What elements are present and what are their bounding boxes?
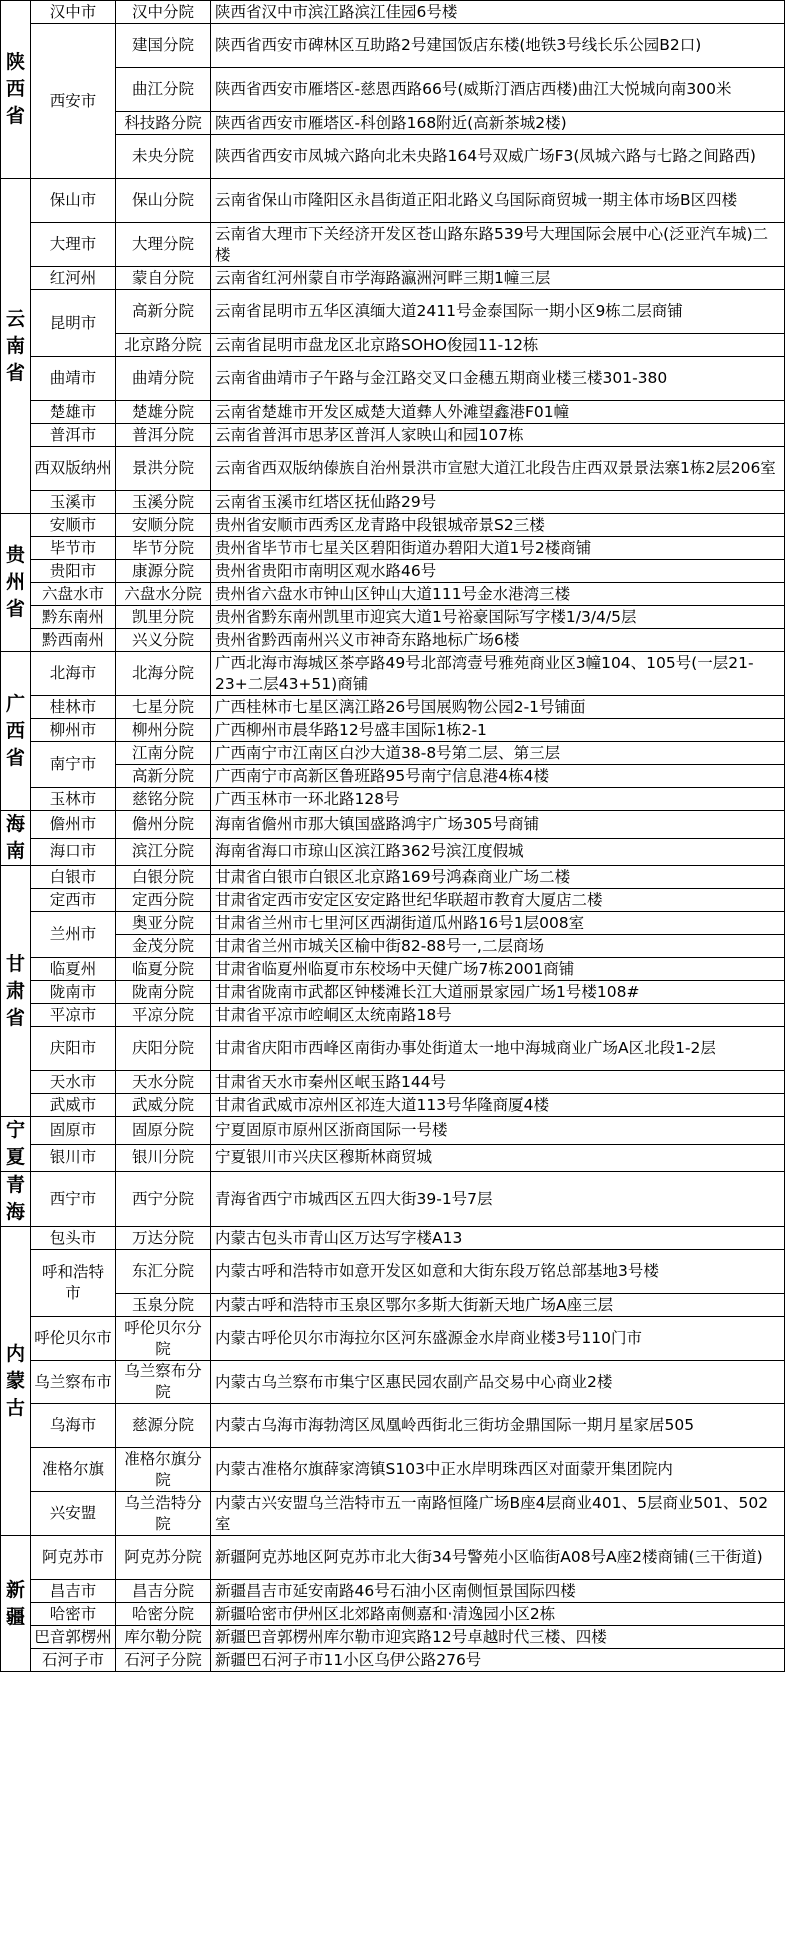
branch-name-cell: 武威分院	[116, 1094, 211, 1117]
province-char: 广	[5, 692, 25, 715]
table-row	[1, 1361, 785, 1404]
table-row	[1, 1250, 785, 1294]
city-cell: 巴音郭楞州	[31, 1626, 116, 1649]
address-cell: 云南省昆明市盘龙区北京路SOHO俊园11-12栋	[211, 334, 785, 357]
table-row	[1, 1448, 785, 1492]
province-char: 省	[5, 1006, 25, 1029]
table-row	[1, 267, 785, 290]
table-row	[1, 866, 785, 889]
city-cell: 桂林市	[31, 696, 116, 719]
branch-name-cell: 玉泉分院	[116, 1294, 211, 1317]
city-cell: 黔西南州	[31, 629, 116, 652]
table-row	[1, 788, 785, 811]
branch-name-cell: 六盘水分院	[116, 583, 211, 606]
address-cell: 甘肃省陇南市武都区钟楼滩长江大道丽景家园广场1号楼108#	[211, 981, 785, 1004]
table-row	[1, 1071, 785, 1094]
city-cell: 红河州	[31, 267, 116, 290]
address-cell: 广西北海市海城区茶亭路49号北部湾壹号雅苑商业区3幢104、105号(一层21-23+二层43+51)商铺	[211, 652, 785, 696]
address-cell: 内蒙古呼和浩特市如意开发区如意和大街东段万铭总部基地3号楼	[211, 1250, 785, 1294]
table-row	[1, 765, 785, 788]
table-row	[1, 1536, 785, 1580]
address-cell: 云南省大理市下关经济开发区苍山路东路539号大理国际会展中心(泛亚汽车城)二楼	[211, 223, 785, 267]
branch-name-cell: 曲江分院	[116, 68, 211, 112]
city-cell: 普洱市	[31, 424, 116, 447]
province-cell	[1, 1, 31, 179]
city-cell: 曲靖市	[31, 357, 116, 401]
table-row	[1, 742, 785, 765]
address-cell: 甘肃省定西市安定区安定路世纪华联超市教育大厦店二楼	[211, 889, 785, 912]
province-char: 西	[5, 78, 25, 100]
city-name-line: 市	[65, 1284, 81, 1302]
table-row	[1, 1144, 785, 1172]
city-cell: 银川市	[31, 1144, 116, 1172]
province-char: 海	[5, 813, 25, 835]
table-row	[1, 1117, 785, 1145]
address-cell: 内蒙古准格尔旗薛家湾镇S103中正水岸明珠西区对面蒙开集团院内	[211, 1448, 785, 1492]
table-row	[1, 491, 785, 514]
table-row	[1, 1004, 785, 1027]
address-cell: 广西柳州市晨华路12号盛丰国际1栋2-1	[211, 719, 785, 742]
table-row	[1, 981, 785, 1004]
province-char: 古	[5, 1396, 25, 1419]
branch-name-cell: 科技路分院	[116, 112, 211, 135]
table-row	[1, 1227, 785, 1250]
address-cell: 甘肃省兰州市七里河区西湖街道瓜州路16号1层008室	[211, 912, 785, 935]
branch-name-cell: 毕节分院	[116, 537, 211, 560]
province-char: 青	[5, 1174, 25, 1196]
city-cell: 准格尔旗	[31, 1448, 116, 1492]
address-cell: 云南省楚雄市开发区威楚大道彝人外滩望鑫港F01幢	[211, 401, 785, 424]
address-cell: 云南省玉溪市红塔区抚仙路29号	[211, 491, 785, 514]
province-char: 贵	[5, 544, 25, 566]
table-row	[1, 1172, 785, 1227]
city-cell: 白银市	[31, 866, 116, 889]
table-row	[1, 1027, 785, 1071]
table-row	[1, 401, 785, 424]
city-cell: 平凉市	[31, 1004, 116, 1027]
table-row	[1, 560, 785, 583]
address-cell: 内蒙古呼伦贝尔市海拉尔区河东盛源金水岸商业楼3号110门市	[211, 1317, 785, 1361]
city-cell: 北海市	[31, 652, 116, 696]
table-row	[1, 1492, 785, 1536]
city-cell	[31, 1250, 116, 1317]
address-cell: 贵州省贵阳市南明区观水路46号	[211, 560, 785, 583]
table-row	[1, 1603, 785, 1626]
table-row	[1, 1580, 785, 1603]
branch-name-cell: 景洪分院	[116, 447, 211, 491]
address-cell: 新疆巴音郭楞州库尔勒市迎宾路12号卓越时代三楼、四楼	[211, 1626, 785, 1649]
table-row	[1, 1294, 785, 1317]
branch-name-cell: 保山分院	[116, 179, 211, 223]
province-cell	[1, 811, 31, 866]
address-cell: 宁夏固原市原州区浙商国际一号楼	[211, 1117, 785, 1145]
city-cell: 乌海市	[31, 1404, 116, 1448]
table-row	[1, 514, 785, 537]
city-cell: 汉中市	[31, 1, 116, 24]
table-row	[1, 1, 785, 24]
address-cell: 内蒙古兴安盟乌兰浩特市五一南路恒隆广场B座4层商业401、5层商业501、502室	[211, 1492, 785, 1536]
province-char: 夏	[5, 1146, 25, 1168]
province-cell	[1, 866, 31, 1117]
city-cell: 石河子市	[31, 1649, 116, 1672]
table-row	[1, 811, 785, 839]
branch-name-cell: 临夏分院	[116, 958, 211, 981]
province-cell	[1, 1172, 31, 1227]
table-row	[1, 179, 785, 223]
address-cell: 陕西省西安市雁塔区-慈恩西路66号(威斯汀酒店西楼)曲江大悦城向南300米	[211, 68, 785, 112]
province-char: 西	[5, 719, 25, 742]
branch-name-cell: 天水分院	[116, 1071, 211, 1094]
branch-name-cell: 奥亚分院	[116, 912, 211, 935]
address-cell: 贵州省毕节市七星关区碧阳街道办碧阳大道1号2楼商铺	[211, 537, 785, 560]
province-char: 疆	[5, 1605, 25, 1628]
table-row	[1, 68, 785, 112]
address-cell: 陕西省西安市凤城六路向北未央路164号双威广场F3(凤城六路与七路之间路西)	[211, 135, 785, 179]
table-row	[1, 223, 785, 267]
branch-name-cell: 金茂分院	[116, 935, 211, 958]
city-cell: 贵阳市	[31, 560, 116, 583]
branch-name-cell: 定西分院	[116, 889, 211, 912]
table-row	[1, 1317, 785, 1361]
address-cell: 贵州省六盘水市钟山区钟山大道111号金水港湾三楼	[211, 583, 785, 606]
address-cell: 内蒙古呼和浩特市玉泉区鄂尔多斯大街新天地广场A座三层	[211, 1294, 785, 1317]
address-cell: 贵州省黔东南州凯里市迎宾大道1号裕豪国际写字楼1/3/4/5层	[211, 606, 785, 629]
address-cell: 云南省西双版纳傣族自治州景洪市宣慰大道江北段告庄西双景景法寨1栋2层206室	[211, 447, 785, 491]
province-char: 南	[5, 334, 25, 357]
branch-name-cell: 平凉分院	[116, 1004, 211, 1027]
branch-name-cell: 兴义分院	[116, 629, 211, 652]
city-cell: 庆阳市	[31, 1027, 116, 1071]
table-body	[1, 1, 785, 1672]
table-row	[1, 135, 785, 179]
branch-name-cell: 曲靖分院	[116, 357, 211, 401]
address-cell: 海南省海口市琼山区滨江路362号滨江度假城	[211, 838, 785, 866]
province-char: 省	[5, 105, 25, 127]
table-row	[1, 447, 785, 491]
city-cell: 兴安盟	[31, 1492, 116, 1536]
table-row	[1, 1404, 785, 1448]
city-cell: 西安市	[31, 24, 116, 179]
branch-name-cell: 楚雄分院	[116, 401, 211, 424]
address-cell: 甘肃省庆阳市西峰区南街办事处街道太一地中海城商业广场A区北段1-2层	[211, 1027, 785, 1071]
branch-name-cell: 哈密分院	[116, 1603, 211, 1626]
address-cell: 云南省保山市隆阳区永昌街道正阳北路义乌国际商贸城一期主体市场B区四楼	[211, 179, 785, 223]
address-cell: 内蒙古乌海市海勃湾区凤凰岭西街北三街坊金鼎国际一期月星家居505	[211, 1404, 785, 1448]
table-row	[1, 24, 785, 68]
branch-name-cell: 北海分院	[116, 652, 211, 696]
province-char: 蒙	[5, 1369, 25, 1392]
branch-name-cell: 陇南分院	[116, 981, 211, 1004]
city-cell: 海口市	[31, 838, 116, 866]
table-row	[1, 935, 785, 958]
address-cell: 陕西省汉中市滨江路滨江佳园6号楼	[211, 1, 785, 24]
table-row	[1, 583, 785, 606]
branch-name-cell: 东汇分院	[116, 1250, 211, 1294]
city-cell: 黔东南州	[31, 606, 116, 629]
branch-name-cell: 慈铭分院	[116, 788, 211, 811]
branch-name-cell: 柳州分院	[116, 719, 211, 742]
address-cell: 云南省红河州蒙自市学海路瀛洲河畔三期1幢三层	[211, 267, 785, 290]
table-row	[1, 629, 785, 652]
city-cell: 天水市	[31, 1071, 116, 1094]
branch-name-cell: 玉溪分院	[116, 491, 211, 514]
branch-name-cell: 银川分院	[116, 1144, 211, 1172]
branch-name-cell: 七星分院	[116, 696, 211, 719]
address-cell: 广西玉林市一环北路128号	[211, 788, 785, 811]
branch-name-cell: 未央分院	[116, 135, 211, 179]
table-row	[1, 1094, 785, 1117]
branch-name-cell: 北京路分院	[116, 334, 211, 357]
branch-name-cell: 庆阳分院	[116, 1027, 211, 1071]
address-cell: 广西桂林市七星区漓江路26号国展购物公园2-1号铺面	[211, 696, 785, 719]
province-cell	[1, 1536, 31, 1672]
table-row	[1, 696, 785, 719]
branch-name-cell: 慈源分院	[116, 1404, 211, 1448]
branch-name-cell: 江南分院	[116, 742, 211, 765]
city-cell: 昌吉市	[31, 1580, 116, 1603]
branch-name-cell: 蒙自分院	[116, 267, 211, 290]
table-row	[1, 1649, 785, 1672]
city-cell: 昆明市	[31, 290, 116, 357]
province-char: 陕	[5, 51, 25, 73]
table-row	[1, 606, 785, 629]
city-cell: 阿克苏市	[31, 1536, 116, 1580]
branch-name-cell: 乌兰浩特分院	[116, 1492, 211, 1536]
address-cell: 贵州省安顺市西秀区龙青路中段银城帝景S2三楼	[211, 514, 785, 537]
address-cell: 内蒙古包头市青山区万达写字楼A13	[211, 1227, 785, 1250]
city-cell: 柳州市	[31, 719, 116, 742]
table-row	[1, 537, 785, 560]
province-char: 云	[5, 307, 25, 330]
branch-name-cell: 康源分院	[116, 560, 211, 583]
branch-name-cell: 呼伦贝尔分院	[116, 1317, 211, 1361]
province-cell	[1, 1227, 31, 1536]
province-cell	[1, 652, 31, 811]
province-char: 宁	[5, 1119, 25, 1141]
branch-name-cell: 建国分院	[116, 24, 211, 68]
city-cell: 武威市	[31, 1094, 116, 1117]
city-cell: 南宁市	[31, 742, 116, 788]
branch-name-cell: 滨江分院	[116, 838, 211, 866]
city-cell: 呼伦贝尔市	[31, 1317, 116, 1361]
table-row	[1, 424, 785, 447]
table-row	[1, 334, 785, 357]
city-cell: 大理市	[31, 223, 116, 267]
branch-name-cell: 昌吉分院	[116, 1580, 211, 1603]
province-cell	[1, 514, 31, 652]
city-cell: 兰州市	[31, 912, 116, 958]
branch-name-cell: 儋州分院	[116, 811, 211, 839]
table-row	[1, 958, 785, 981]
city-cell: 西双版纳州	[31, 447, 116, 491]
table-row	[1, 912, 785, 935]
table-row	[1, 112, 785, 135]
city-cell: 临夏州	[31, 958, 116, 981]
address-cell: 内蒙古乌兰察布市集宁区惠民园农副产品交易中心商业2楼	[211, 1361, 785, 1404]
address-cell: 甘肃省武威市凉州区祁连大道113号华隆商厦4楼	[211, 1094, 785, 1117]
city-cell: 保山市	[31, 179, 116, 223]
branch-name-cell: 安顺分院	[116, 514, 211, 537]
address-cell: 甘肃省平凉市崆峒区太统南路18号	[211, 1004, 785, 1027]
city-cell: 西宁市	[31, 1172, 116, 1227]
city-cell: 固原市	[31, 1117, 116, 1145]
city-cell: 陇南市	[31, 981, 116, 1004]
address-cell: 甘肃省天水市秦州区岷玉路144号	[211, 1071, 785, 1094]
branch-name-cell: 大理分院	[116, 223, 211, 267]
province-char: 海	[5, 1201, 25, 1223]
city-cell: 玉林市	[31, 788, 116, 811]
address-cell: 广西南宁市高新区鲁班路95号南宁信息港4栋4楼	[211, 765, 785, 788]
province-cell	[1, 1117, 31, 1172]
province-char: 省	[5, 598, 25, 620]
province-char: 省	[5, 361, 25, 384]
city-cell: 六盘水市	[31, 583, 116, 606]
branch-name-cell: 高新分院	[116, 765, 211, 788]
province-cell	[1, 179, 31, 514]
table-row	[1, 290, 785, 334]
address-cell: 贵州省黔西南州兴义市神奇东路地标广场6楼	[211, 629, 785, 652]
branch-name-cell: 乌兰察布分院	[116, 1361, 211, 1404]
table-row	[1, 1626, 785, 1649]
branch-name-cell: 准格尔旗分院	[116, 1448, 211, 1492]
branch-name-cell: 凯里分院	[116, 606, 211, 629]
address-cell: 云南省昆明市五华区滇缅大道2411号金泰国际一期小区9栋二层商铺	[211, 290, 785, 334]
address-cell: 陕西省西安市碑林区互助路2号建国饭店东楼(地铁3号线长乐公园B2口)	[211, 24, 785, 68]
province-char: 州	[5, 571, 25, 593]
city-cell: 安顺市	[31, 514, 116, 537]
city-cell: 哈密市	[31, 1603, 116, 1626]
province-char: 甘	[5, 952, 25, 975]
branch-name-cell: 西宁分院	[116, 1172, 211, 1227]
branch-name-cell: 高新分院	[116, 290, 211, 334]
address-cell: 云南省普洱市思茅区普洱人家映山和园107栋	[211, 424, 785, 447]
city-cell: 楚雄市	[31, 401, 116, 424]
branch-name-cell: 白银分院	[116, 866, 211, 889]
branch-name-cell: 汉中分院	[116, 1, 211, 24]
address-cell: 甘肃省兰州市城关区榆中街82-88号一,二层商场	[211, 935, 785, 958]
province-char: 省	[5, 746, 25, 769]
branch-name-cell: 石河子分院	[116, 1649, 211, 1672]
city-cell: 毕节市	[31, 537, 116, 560]
city-cell: 定西市	[31, 889, 116, 912]
city-cell: 玉溪市	[31, 491, 116, 514]
branch-name-cell: 库尔勒分院	[116, 1626, 211, 1649]
table-row	[1, 652, 785, 696]
province-char: 内	[5, 1342, 25, 1365]
address-cell: 新疆巴石河子市11小区乌伊公路276号	[211, 1649, 785, 1672]
address-cell: 宁夏银川市兴庆区穆斯林商贸城	[211, 1144, 785, 1172]
table-row	[1, 357, 785, 401]
branch-name-cell: 万达分院	[116, 1227, 211, 1250]
province-char: 南	[5, 840, 25, 862]
table-row	[1, 719, 785, 742]
branch-name-cell: 固原分院	[116, 1117, 211, 1145]
branch-name-cell: 阿克苏分院	[116, 1536, 211, 1580]
address-cell: 新疆阿克苏地区阿克苏市北大街34号警苑小区临街A08号A座2楼商铺(三干街道)	[211, 1536, 785, 1580]
address-cell: 云南省曲靖市子午路与金江路交叉口金穗五期商业楼三楼301-380	[211, 357, 785, 401]
province-char: 新	[5, 1578, 25, 1601]
city-cell: 包头市	[31, 1227, 116, 1250]
city-cell: 乌兰察布市	[31, 1361, 116, 1404]
branch-name-cell: 普洱分院	[116, 424, 211, 447]
address-cell: 甘肃省白银市白银区北京路169号鸿森商业广场二楼	[211, 866, 785, 889]
address-cell: 陕西省西安市雁塔区-科创路168附近(高新茶城2楼)	[211, 112, 785, 135]
address-cell: 青海省西宁市城西区五四大街39-1号7层	[211, 1172, 785, 1227]
address-cell: 新疆哈密市伊州区北郊路南侧嘉和·清逸园小区2栋	[211, 1603, 785, 1626]
address-cell: 广西南宁市江南区白沙大道38-8号第二层、第三层	[211, 742, 785, 765]
address-cell: 新疆昌吉市延安南路46号石油小区南侧恒景国际四楼	[211, 1580, 785, 1603]
table-row	[1, 838, 785, 866]
address-cell: 海南省儋州市那大镇国盛路鸿宇广场305号商铺	[211, 811, 785, 839]
address-cell: 甘肃省临夏州临夏市东校场中天健广场7栋2001商铺	[211, 958, 785, 981]
city-name-line: 呼和浩特	[41, 1263, 104, 1281]
province-char: 肃	[5, 979, 25, 1002]
city-cell: 儋州市	[31, 811, 116, 839]
table-row	[1, 889, 785, 912]
